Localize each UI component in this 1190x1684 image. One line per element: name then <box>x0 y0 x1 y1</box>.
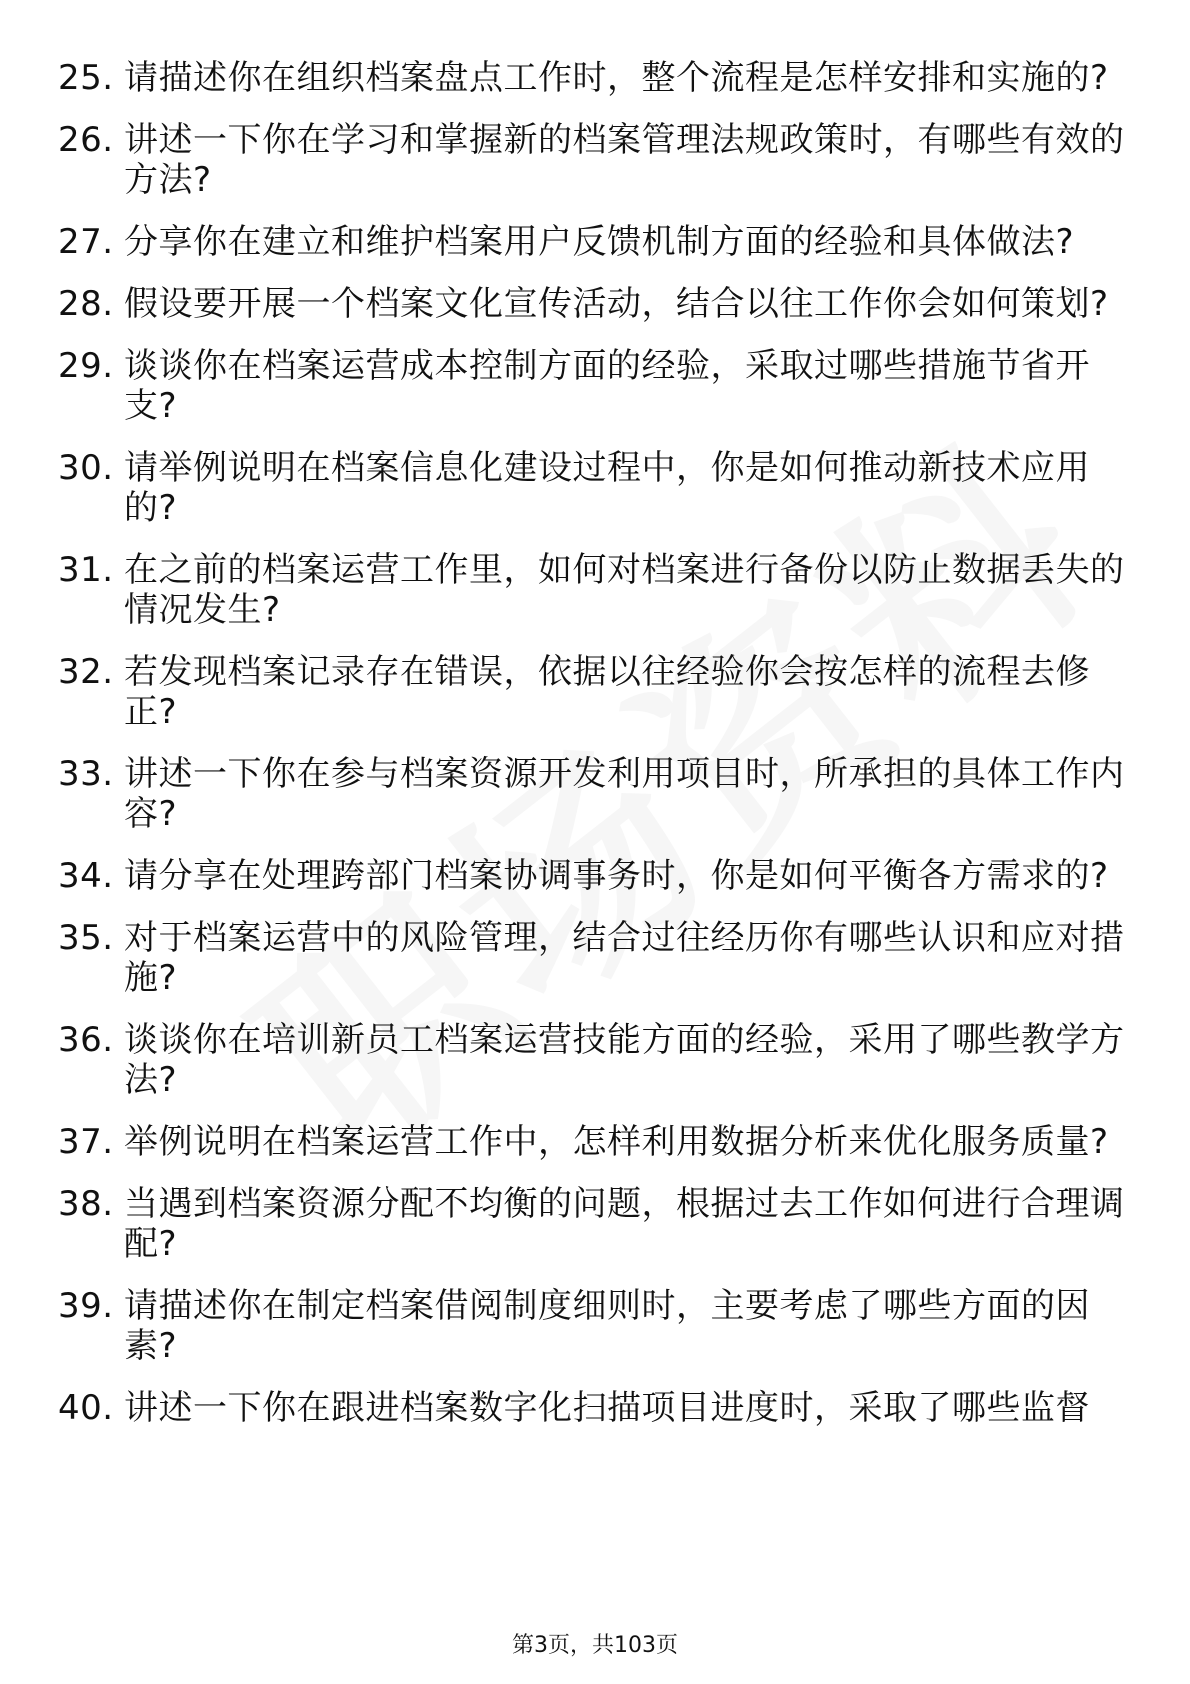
list-item <box>58 754 1138 834</box>
question-number: 38. <box>58 1184 114 1224</box>
list-item <box>58 550 1138 630</box>
list-item <box>58 856 1138 896</box>
question-number: 32. <box>58 652 114 692</box>
question-text: 讲述一下你在参与档案资源开发利用项目时，所承担的具体工作内容? <box>124 754 1125 834</box>
question-number: 34. <box>58 856 114 896</box>
question-number: 36. <box>58 1020 114 1060</box>
list-item <box>58 1388 1138 1428</box>
question-text: 举例说明在档案运营工作中，怎样利用数据分析来优化服务质量? <box>124 1122 1109 1162</box>
question-number: 39. <box>58 1286 114 1326</box>
question-number: 31. <box>58 550 114 590</box>
list-item <box>58 1122 1138 1162</box>
question-text: 讲述一下你在学习和掌握新的档案管理法规政策时，有哪些有效的方法? <box>124 120 1125 200</box>
question-text: 请描述你在制定档案借阅制度细则时，主要考虑了哪些方面的因素? <box>124 1286 1090 1366</box>
question-number: 27. <box>58 222 114 262</box>
question-number: 25. <box>58 58 114 98</box>
list-item <box>58 1184 1138 1264</box>
page-footer <box>0 1628 1190 1659</box>
question-number: 33. <box>58 754 114 794</box>
question-text: 当遇到档案资源分配不均衡的问题，根据过去工作如何进行合理调配? <box>124 1184 1125 1264</box>
question-number: 35. <box>58 918 114 958</box>
list-item <box>58 346 1138 426</box>
question-number: 30. <box>58 448 114 488</box>
question-list <box>58 58 1138 1450</box>
question-text: 对于档案运营中的风险管理，结合过往经历你有哪些认识和应对措施? <box>124 918 1125 998</box>
page-number-label: 第3页，共103页 <box>512 1633 678 1658</box>
list-item <box>58 1286 1138 1366</box>
question-text: 请描述你在组织档案盘点工作时，整个流程是怎样安排和实施的? <box>124 58 1109 98</box>
question-number: 37. <box>58 1122 114 1162</box>
question-number: 40. <box>58 1388 114 1428</box>
question-text: 若发现档案记录存在错误，依据以往经验你会按怎样的流程去修正? <box>124 652 1090 732</box>
question-text: 谈谈你在培训新员工档案运营技能方面的经验，采用了哪些教学方法? <box>124 1020 1125 1100</box>
question-text: 分享你在建立和维护档案用户反馈机制方面的经验和具体做法? <box>124 222 1075 262</box>
question-text: 请分享在处理跨部门档案协调事务时，你是如何平衡各方需求的? <box>124 856 1109 896</box>
list-item <box>58 918 1138 998</box>
question-text: 谈谈你在档案运营成本控制方面的经验，采取过哪些措施节省开支? <box>124 346 1090 426</box>
question-number: 28. <box>58 284 114 324</box>
list-item <box>58 1020 1138 1100</box>
question-number: 29. <box>58 346 114 386</box>
question-number: 26. <box>58 120 114 160</box>
list-item <box>58 284 1138 324</box>
list-item <box>58 652 1138 732</box>
list-item <box>58 222 1138 262</box>
list-item <box>58 120 1138 200</box>
question-text: 请举例说明在档案信息化建设过程中，你是如何推动新技术应用的? <box>124 448 1090 528</box>
list-item <box>58 448 1138 528</box>
list-item <box>58 58 1138 98</box>
question-text: 讲述一下你在跟进档案数字化扫描项目进度时，采取了哪些监督 <box>124 1388 1090 1428</box>
question-text: 在之前的档案运营工作里，如何对档案进行备份以防止数据丢失的情况发生? <box>124 550 1125 630</box>
question-text: 假设要开展一个档案文化宣传活动，结合以往工作你会如何策划? <box>124 284 1109 324</box>
